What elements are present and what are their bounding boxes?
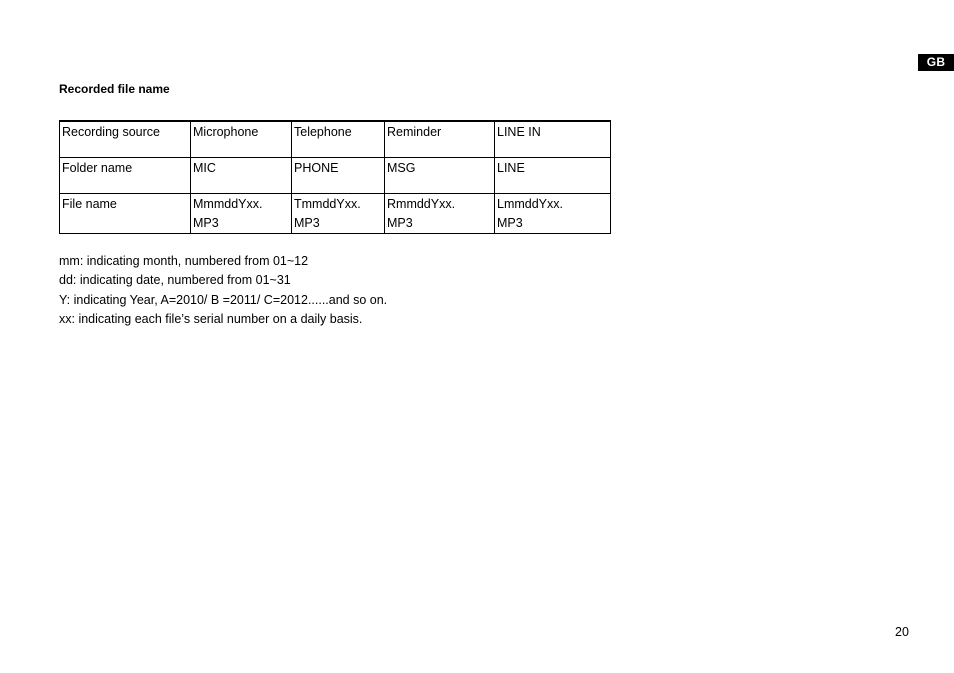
cell-text: LINE IN bbox=[497, 125, 541, 139]
cell-text: RmmddYxx. bbox=[387, 197, 456, 211]
table-cell bbox=[191, 121, 292, 158]
table-row bbox=[60, 121, 611, 158]
language-badge: GB bbox=[918, 54, 954, 71]
cell-text: MP3 bbox=[193, 216, 219, 230]
table-cell bbox=[385, 158, 495, 194]
table-cell bbox=[495, 158, 611, 194]
cell-text: Microphone bbox=[193, 125, 259, 139]
cell-text: File name bbox=[62, 197, 117, 211]
note-serial: xx: indicating each file’s serial number on a daily basis. bbox=[59, 311, 363, 326]
cell-text: MP3 bbox=[294, 216, 320, 230]
cell-text: TmmddYxx. bbox=[294, 197, 361, 211]
cell-text: Folder name bbox=[62, 161, 133, 175]
cell-text: LmmddYxx. bbox=[497, 197, 563, 211]
notes-list bbox=[59, 252, 387, 329]
cell-text: LINE bbox=[497, 161, 525, 175]
table-cell bbox=[292, 158, 385, 194]
note-date: dd: indicating date, numbered from 01~31 bbox=[59, 273, 291, 288]
note-month: mm: indicating month, numbered from 01~12 bbox=[59, 254, 309, 268]
table-cell bbox=[385, 194, 495, 234]
table-cell bbox=[495, 194, 611, 234]
section-heading: Recorded file name bbox=[59, 82, 170, 96]
row-label-file-name bbox=[60, 194, 191, 234]
note-year: Y: indicating Year, A=2010/ B =2011/ C=2012......and so on. bbox=[59, 292, 388, 307]
cell-text: MP3 bbox=[387, 216, 413, 230]
cell-text: MmmddYxx. bbox=[193, 197, 263, 211]
table-cell bbox=[191, 194, 292, 234]
cell-text: PHONE bbox=[294, 161, 339, 175]
cell-text: Recording source bbox=[62, 125, 160, 139]
table-cell bbox=[292, 121, 385, 158]
table-cell bbox=[495, 121, 611, 158]
table-cell bbox=[385, 121, 495, 158]
table-cell bbox=[191, 158, 292, 194]
table-row bbox=[60, 158, 611, 194]
table-cell bbox=[292, 194, 385, 234]
cell-text: MP3 bbox=[497, 216, 523, 230]
cell-text: Telephone bbox=[294, 125, 352, 139]
row-label-recording-source bbox=[60, 121, 191, 158]
file-name-table bbox=[59, 120, 611, 234]
cell-text: MSG bbox=[387, 161, 416, 175]
page-number: 20 bbox=[895, 625, 909, 639]
row-label-folder-name bbox=[60, 158, 191, 194]
cell-text: MIC bbox=[193, 161, 216, 175]
table-row bbox=[60, 194, 611, 234]
cell-text: Reminder bbox=[387, 125, 442, 139]
